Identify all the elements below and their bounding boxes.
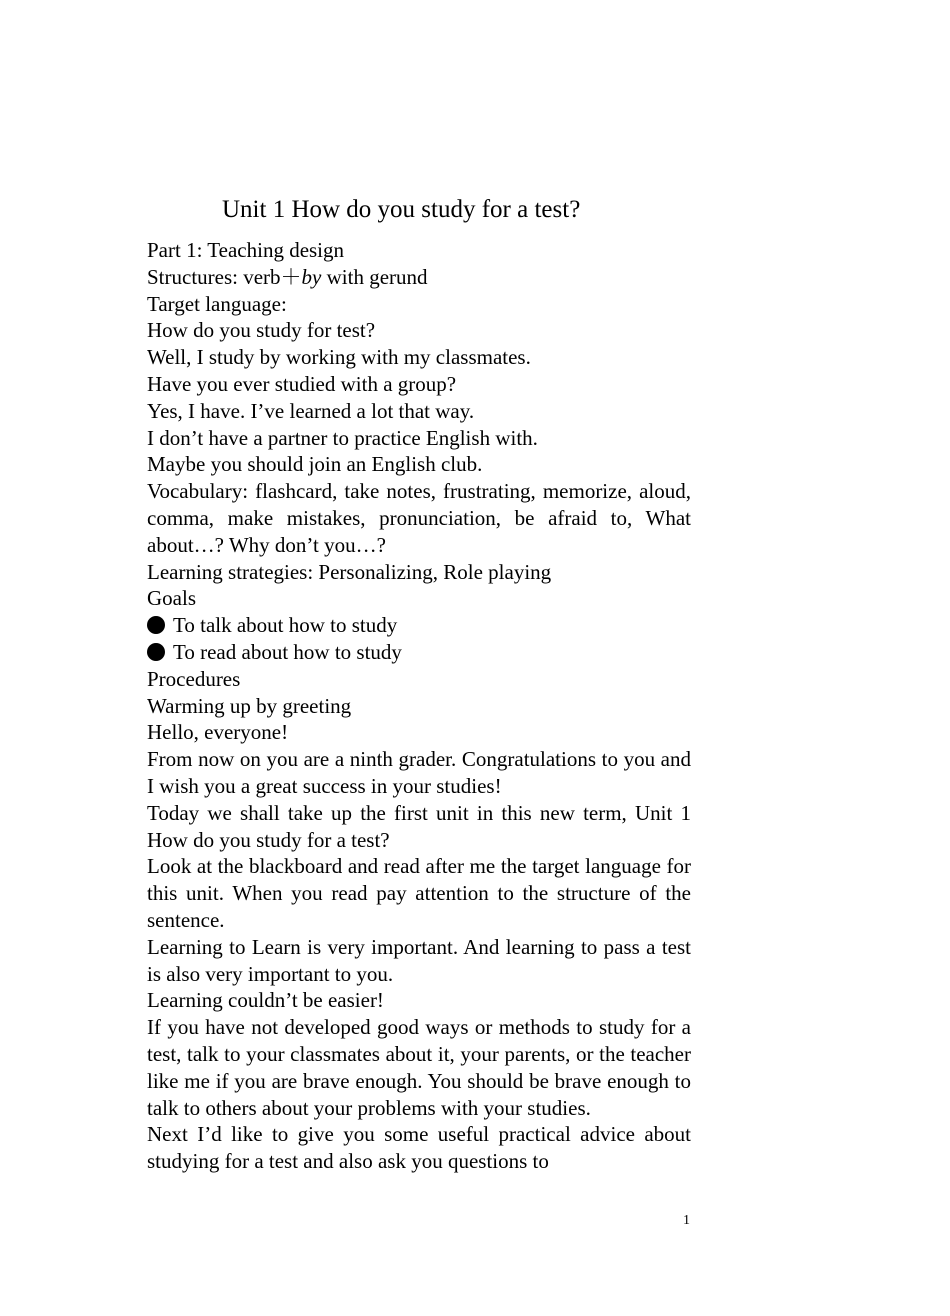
structures-italic: by — [301, 264, 322, 289]
body-paragraph: Next I’d like to give you some useful practical advice about studying for a test and also ask you questions to — [147, 1122, 691, 1174]
structures-line — [147, 264, 691, 291]
document-body — [147, 237, 691, 1175]
target-language-label: Target language: — [147, 291, 287, 316]
bullet-icon — [147, 643, 165, 661]
body-paragraph: Look at the blackboard and read after me the target language for this unit. When you read pay attention to the structure of the sentence. — [147, 854, 691, 932]
procedures-label: Procedures — [147, 666, 241, 691]
body-paragraph: Learning couldn’t be easier! — [147, 988, 384, 1013]
goal-text: To read about how to study — [173, 639, 402, 664]
goal-item — [147, 612, 691, 639]
target-language-line: Have you ever studied with a group? — [147, 371, 457, 396]
structures-prefix: Structures: verb＋ — [147, 264, 302, 289]
body-paragraph: Learning to Learn is very important. And learning to pass a test is also very important to you. — [147, 934, 691, 986]
greeting-line: Hello, everyone! — [147, 720, 289, 745]
target-language-line: Yes, I have. I’ve learned a lot that way. — [147, 398, 475, 423]
bullet-icon — [147, 616, 165, 634]
body-paragraph: If you have not developed good ways or methods to study for a test, talk to your classmates about it, your parents, or the teacher like me if you are brave enough. You should be brave enough to talk to others about your problems with your studies. — [147, 1015, 691, 1120]
goal-text: To talk about how to study — [173, 613, 398, 638]
page-number: 1 — [683, 1213, 690, 1228]
target-language-line: Maybe you should join an English club. — [147, 452, 483, 477]
vocabulary-paragraph: Vocabulary: flashcard, take notes, frustrating, memorize, aloud, comma, make mistakes, pronunciation, be afraid to, What about…? Why don’t you…? — [147, 479, 691, 557]
part-heading: Part 1: Teaching design — [147, 238, 345, 262]
target-language-line: I don’t have a partner to practice English with. — [147, 425, 538, 450]
structures-suffix: with gerund — [321, 264, 428, 289]
learning-strategies-line: Learning strategies: Personalizing, Role playing — [147, 559, 552, 584]
document-title: Unit 1 How do you study for a test? — [222, 196, 581, 223]
target-language-line: How do you study for test? — [147, 318, 376, 343]
body-paragraph: From now on you are a ninth grader. Congratulations to you and I wish you a great success in your studies! — [147, 747, 691, 798]
goal-item — [147, 639, 691, 666]
target-language-line: Well, I study by working with my classmates. — [147, 345, 531, 370]
warming-up-line: Warming up by greeting — [147, 693, 352, 718]
body-paragraph: Today we shall take up the first unit in this new term, Unit 1 How do you study for a test? — [147, 800, 691, 852]
goals-label: Goals — [147, 586, 196, 611]
